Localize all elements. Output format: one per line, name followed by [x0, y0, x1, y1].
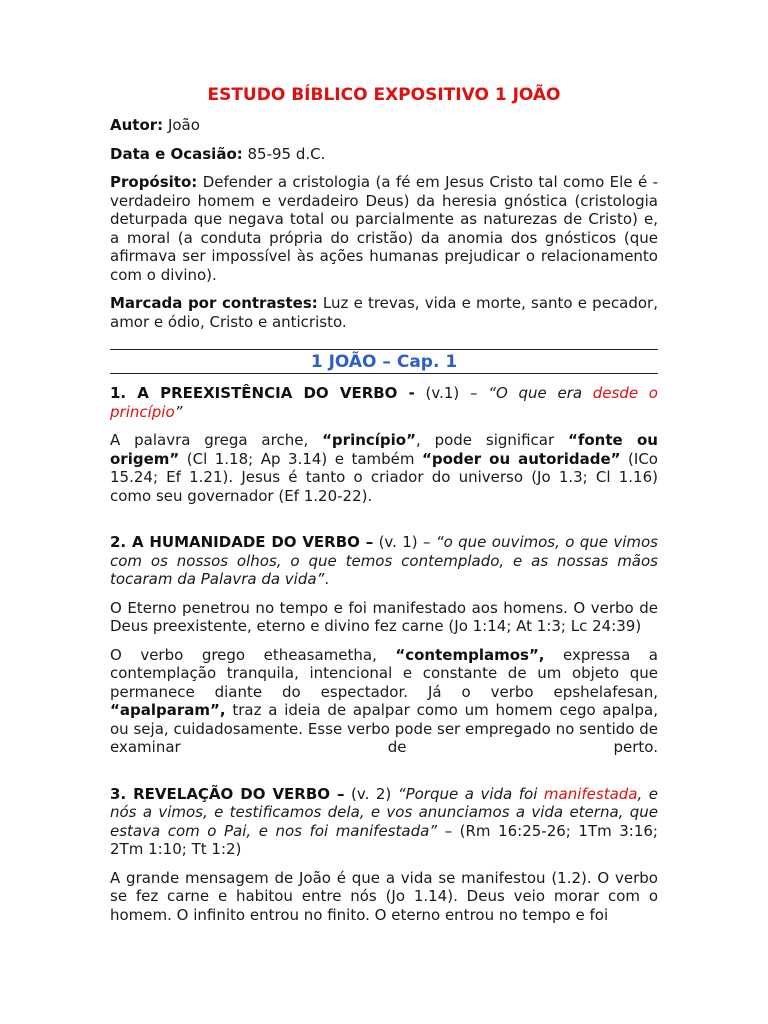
section-1-quote-highlight: desde o princípio: [110, 384, 658, 421]
text-run: (ICo 15.24; Ef 1.21). Jesus é tanto o criador do universo (Jo 1.3; Cl 1.16) como seu governador (Ef 1.20-22).: [110, 449, 658, 505]
purpose-label: Propósito:: [110, 173, 198, 191]
section-1-ref: (v.1) –: [414, 384, 489, 402]
section-2-quote: “o que ouvimos, o que vimos com os nossos olhos, o que temos contemplado, e as nossas mãos tocaram da Palavra da vida”: [110, 533, 658, 588]
date-value: 85-95 d.C.: [242, 144, 326, 163]
bold-run: “contemplamos”,: [395, 645, 545, 664]
purpose-paragraph: [110, 173, 658, 284]
contrasts-text: Luz e trevas, vida e morte, santo e pecador, amor e ódio, Cristo e anticristo.: [110, 294, 658, 331]
document-page: [110, 84, 658, 934]
section-2-ref: (v. 1) –: [373, 533, 436, 551]
section-1-heading: [110, 384, 658, 421]
section-1-quote-a: “O que era: [488, 384, 593, 402]
section-1-paragraph: [110, 431, 658, 505]
section-2-title: 2. A HUMANIDADE DO VERBO –: [110, 533, 374, 551]
spacer: [110, 767, 658, 785]
text-run: , pode significar: [415, 431, 568, 449]
section-3-paragraph: A grande mensagem de João é que a vida se manifestou (1.2). O verbo se fez carne e habitou entre nós (Jo 1.14). Deus veio morar com o homem. O infinito entrou no finito. O eterno entrou no tempo e foi: [110, 868, 658, 924]
bold-run: “poder ou autoridade”: [422, 449, 621, 468]
section-2-paragraph-2: [110, 646, 658, 757]
text-run: expressa a contemplação tranquila, intencional e constante de um objeto que permanece diante do espectador. Já o verbo epshelafesan,: [110, 645, 658, 701]
document-title: ESTUDO BÍBLICO EXPOSITIVO 1 JOÃO: [207, 85, 561, 105]
section-3-quote-a: “Porque a vida foi: [397, 784, 544, 803]
author-value: João: [163, 116, 200, 134]
chapter-heading: 1 JOÃO – Cap. 1: [110, 349, 658, 374]
section-2-heading: [110, 533, 658, 589]
contrasts-label: Marcada por contrastes:: [110, 294, 318, 312]
spacer: [110, 515, 658, 533]
text-run: traz a ideia de apalpar como um homem cego apalpa, ou seja, cuidadosamente. Esse verbo pode ser empregado no sentido de examinar de perto.: [110, 701, 658, 756]
purpose-text: Defender a cristologia (a fé em Jesus Cristo tal como Ele é - verdadeiro homem e verdadeiro Deus) da heresia gnóstica (cristologia deturpada que negava total ou parcialmente as naturezas de Cristo) e, a moral (a conduta própria do cristão) da anomia dos gnósticos (que afirmava ser impossível às ações humanas prejudicar o relacionamento com o divino).: [110, 173, 658, 284]
section-1-title: 1. A PREEXISTÊNCIA DO VERBO -: [110, 384, 415, 402]
section-2-end: .: [324, 570, 330, 588]
section-2-paragraph-1: O Eterno penetrou no tempo e foi manifestado aos homens. O verbo de Deus preexistente, eterno e divino fez carne (Jo 1:14; At 1:3; Lc 24:39): [110, 598, 658, 635]
bold-run: “princípio”: [322, 431, 416, 449]
section-3-quote-b: , e nós a vimos, e testificamos dela, e vos anunciamos a vida eterna, que estava com o Pai, e nos foi manifestada”: [110, 784, 658, 840]
text-run: (Cl 1.18; Ap 3.14) e também: [179, 449, 422, 468]
bold-run: “apalparam”,: [110, 701, 226, 719]
author-label: Autor:: [110, 116, 164, 134]
date-label: Data e Ocasião:: [110, 144, 243, 163]
author-line: [110, 116, 658, 135]
section-1-quote-b: ”: [174, 402, 183, 421]
bold-run: “fonte ou origem”: [110, 431, 658, 468]
section-3-refs: – (Rm 16:25-26; 1Tm 3:16; 2Tm 1:10; Tt 1:2): [110, 821, 658, 858]
date-line: [110, 145, 658, 164]
text-run: O verbo grego etheasametha,: [110, 645, 396, 664]
section-3-ref: (v. 2): [344, 784, 398, 803]
section-3-title: 3. REVELAÇÃO DO VERBO –: [110, 784, 345, 803]
text-run: A palavra grega arche,: [110, 431, 323, 449]
contrasts-paragraph: [110, 294, 658, 331]
section-3-heading: [110, 785, 658, 859]
section-3-quote-highlight: manifestada: [543, 784, 638, 803]
